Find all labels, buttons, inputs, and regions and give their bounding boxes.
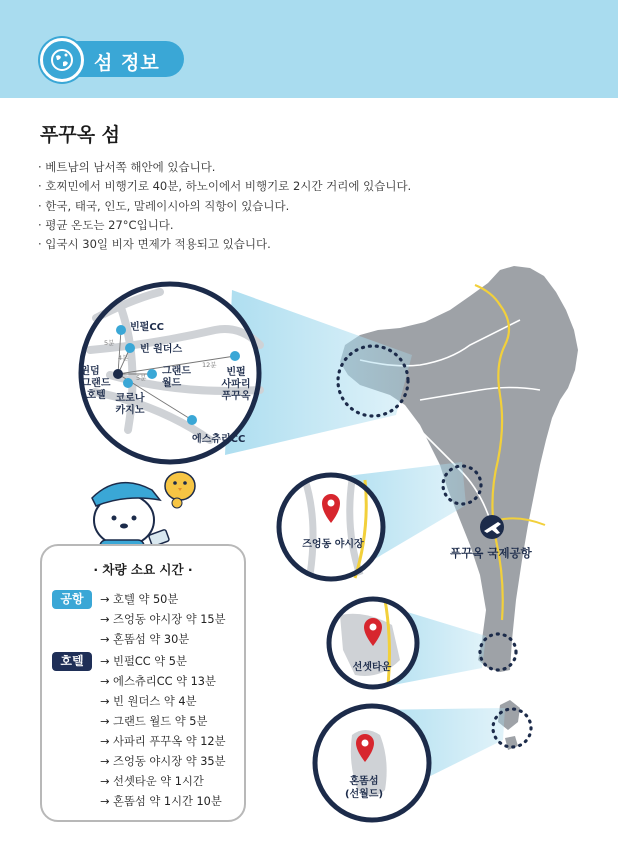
hotel-row: → 빈 원더스 약 4분 [100,695,197,708]
airport-row: → 혼똠섬 약 30분 [100,633,190,646]
label-hotel-2: 그랜드 [81,378,111,389]
section-badge-label: 섬 정보 [94,52,160,74]
travel-time-title: · 차량 소요 시간 · [93,562,193,577]
airport-row: → 호텔 약 50분 [100,593,179,606]
hotel-row: → 에스츄리CC 약 13분 [100,675,216,688]
label-casino-1: 코로나 [115,393,145,404]
hotel-row: → 선셋타운 약 1시간 [100,775,204,788]
hotel-tag: 호텔 [52,652,92,671]
label-night-market: 즈엉동 야시장 [302,539,364,550]
hotel-row: → 빈펄CC 약 5분 [100,655,187,668]
label-safari-2: 사파리 [221,379,251,390]
label-hotel-1: 윈덤 [80,366,100,377]
hotel-row: → 즈엉동 야시장 약 35분 [100,755,226,768]
label-grandworld-1: 그랜드 [162,366,191,377]
airport-tag: 공항 [52,590,92,609]
label-safari-1: 빈펄 [226,367,246,378]
label-safari-3: 푸꾸옥 [221,391,251,402]
label-esschuri: 에스츄리CC [192,434,246,445]
mascot-chick-illustration [165,472,195,508]
info-item: · 호찌민에서 비행기로 40분, 하노이에서 비행기로 2시간 거리에 있습니다. [38,179,412,194]
label-sunset-town: 선셋타운 [352,662,392,673]
dist-12: 12분 [202,361,217,369]
label-hon-thom-2: (선월드) [344,789,384,800]
label-casino-2: 카지노 [115,405,145,416]
hotel-row: → 혼똠섬 약 1시간 10분 [100,795,222,808]
label-wonders: 빈 원더스 [140,344,183,355]
zoom-circle-sunset-town [329,599,417,687]
zoom-circle-resort [80,284,260,462]
airport-label: 푸꾸옥 국제공항 [450,546,532,560]
page-title: 푸꾸옥 섬 [40,124,121,146]
info-item: · 입국시 30일 비자 면제가 적용되고 있습니다. [38,237,271,252]
info-item: · 베트남의 남서쪽 해안에 있습니다. [38,160,216,174]
travel-time-box [40,544,246,822]
hotel-row: → 그랜드 월드 약 5분 [100,715,208,728]
zoom-circle-night-market [279,475,383,579]
info-item: · 한국, 태국, 인도, 말레이시아의 직항이 있습니다. [38,198,290,213]
zoom-circle-hon-thom [315,706,429,820]
hotel-row: → 사파리 푸꾸옥 약 12분 [100,735,226,748]
info-item: · 평균 온도는 27°C입니다. [38,217,174,232]
airport-row: → 즈엉동 야시장 약 15분 [100,613,226,626]
dist-5: 5분 [104,339,115,347]
label-hotel-3: 호텔 [86,390,106,401]
label-grandworld-2: 월드 [162,378,182,389]
mascot-bear-illustration [92,483,170,552]
dist-5b: 5분 [136,374,147,382]
label-golf: 빈펄CC [130,322,164,333]
label-hon-thom-1: 혼똠섬 [349,776,379,787]
dist-4: 4분 [118,354,129,362]
